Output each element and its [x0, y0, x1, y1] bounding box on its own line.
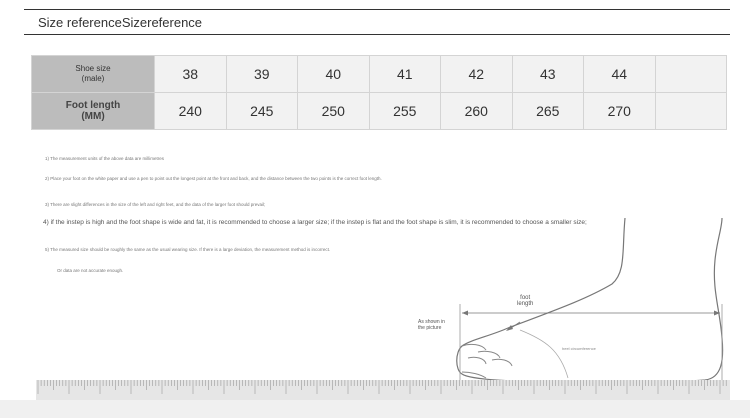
foot-length-cell: 265: [512, 93, 584, 130]
bottom-strip: [0, 400, 750, 418]
shoe-size-cell: 40: [298, 56, 370, 93]
ruler-ticks: [36, 380, 730, 400]
foot-outline: [457, 218, 723, 382]
note-2: 2) Place your foot on the white paper and use a pen to point out the longest point at the front and back, and the distance between the two points is the correct foot length.: [45, 176, 382, 181]
note-3: 3) There are slight differences in the size of the left and right feet, and the data of the larger foot should prevail;: [45, 202, 266, 207]
toes-outline: [462, 344, 512, 378]
foot-length-cell: 270: [584, 93, 656, 130]
foot-length-cell: 240: [155, 93, 227, 130]
note-5: 5) The measured size should be roughly the same as the usual wearing size. If there is a large deviation, the measurement method is incorrect.: [45, 247, 331, 252]
page-title: Size referenceSizereference: [38, 15, 203, 30]
measuring-ruler: [36, 380, 730, 400]
shoe-size-cell: 41: [369, 56, 441, 93]
note-4: 4) if the instep is high and the foot shape is wide and fat, it is recommended to choose a larger size; if the instep is flat and the foot shape is slim, it is recommended to choose a smaller size;: [43, 219, 587, 226]
shoe-size-header-line1: Shoe size: [75, 64, 111, 73]
as-shown-label-line1: As shown in: [418, 319, 445, 325]
shoe-size-cell: 43: [512, 56, 584, 93]
length-arrow-left-head: [462, 311, 468, 316]
foot-length-label-line2: length: [517, 301, 534, 307]
as-shown-label: [418, 319, 445, 331]
foot-length-label-line1: foot: [520, 295, 531, 301]
foot-length-cell: 250: [298, 93, 370, 130]
foot-length-label: [517, 295, 533, 307]
shoe-size-cell: 44: [584, 56, 656, 93]
foot-length-cell: 255: [369, 93, 441, 130]
foot-length-cell: 245: [226, 93, 298, 130]
shoe-size-cell: 38: [155, 56, 227, 93]
shoe-size-header-line2: (male): [81, 74, 105, 83]
as-shown-label-line2: the picture: [418, 325, 442, 331]
arch-curve: [520, 330, 568, 378]
foot-length-header-line1: Foot length: [65, 100, 121, 111]
foot-length-header-line2: (MM): [81, 111, 105, 122]
note-1: 1) The measurement units of the above data are millimetres: [45, 156, 164, 161]
shoe-size-cell: 42: [441, 56, 513, 93]
shoe-size-cell: 39: [226, 56, 298, 93]
note-6: Or data are not accurate enough.: [57, 268, 124, 273]
heel-circumference-label: heel circumference: [562, 346, 596, 351]
foot-length-cell: 260: [441, 93, 513, 130]
